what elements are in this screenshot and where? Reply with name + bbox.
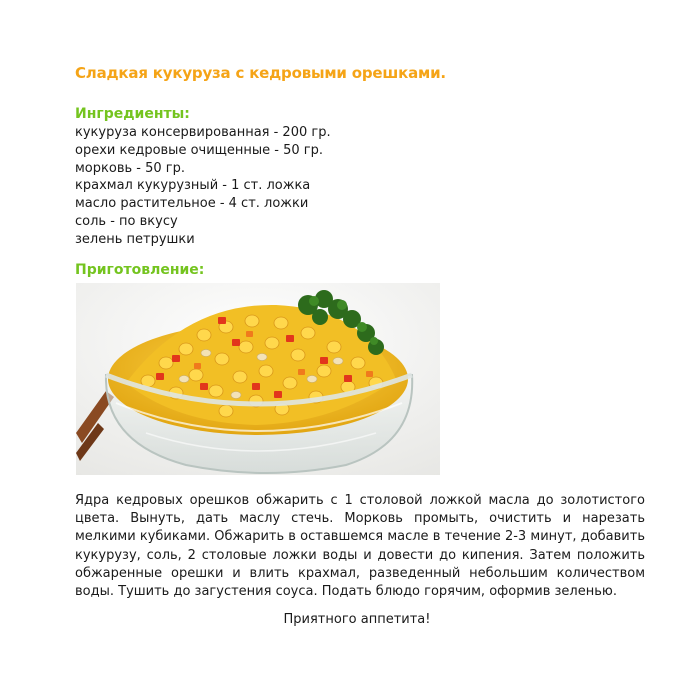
- closing-text: Приятного аппетита!: [283, 612, 431, 627]
- ingredient-item: кукуруза консервированная - 200 гр.: [75, 125, 331, 140]
- ingredient-item: крахмал кукурузный - 1 ст. ложка: [75, 178, 311, 194]
- preparation-heading: Приготовление:: [75, 262, 205, 278]
- ingredient-item: зелень петрушки: [75, 231, 195, 247]
- instructions-text: Ядра кедровых орешков обжарить с 1 столовой ложкой масла до золотистого цвета. Вынуть, дать маслу стечь. Морковь промыть, очистить и нарезать мелкими кубиками. Обжарить в оставшемся масле в течение 2-3 минут, добавить кукурузу, соль, 2 столовые ложки воды и довести до кипения. Затем положить обжаренные орешки и влить крахмал, разведенный небольшим количеством воды. Тушить до загустения соуса. Подать блюдо горячим, оформив зеленью.: [75, 493, 645, 600]
- recipe-title: Сладкая кукуруза с кедровыми орешками.: [75, 64, 446, 82]
- ingredients-heading: Ингредиенты:: [75, 106, 190, 122]
- ingredient-item: масло растительное - 4 ст. ложки: [75, 196, 309, 212]
- ingredient-item: соль - по вкусу: [75, 213, 178, 229]
- ingredient-item: морковь - 50 гр.: [75, 160, 185, 176]
- ingredient-item: орехи кедровые очищенные - 50 гр.: [75, 142, 324, 158]
- ingredients-list: [75, 124, 331, 249]
- corn-salad-photo: [76, 283, 440, 475]
